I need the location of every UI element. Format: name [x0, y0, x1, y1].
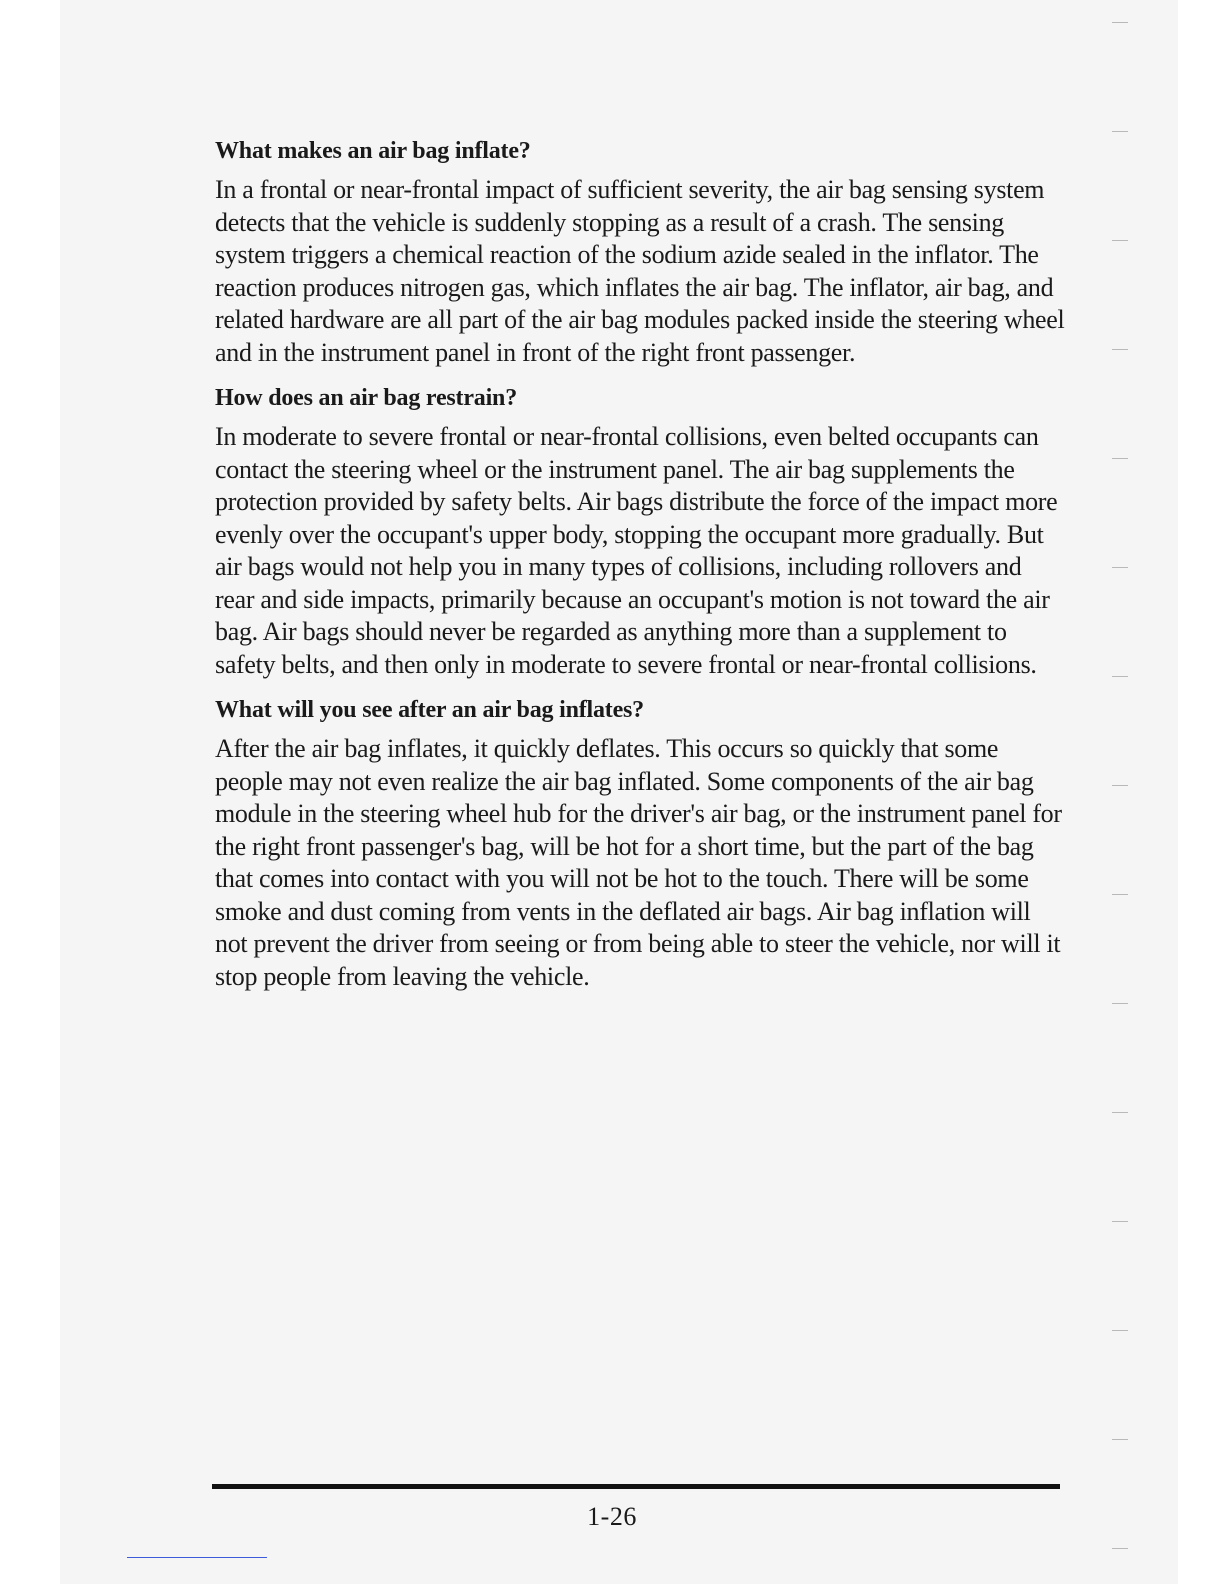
margin-tick: [1112, 1439, 1128, 1440]
margin-tick: [1112, 458, 1128, 459]
footer-rule: [212, 1484, 1060, 1489]
margin-tick: [1112, 1112, 1128, 1113]
margin-tick: [1112, 567, 1128, 568]
section-heading-restrain: How does an air bag restrain?: [215, 385, 517, 411]
main-content: [215, 136, 1065, 1007]
margin-tick: [1112, 240, 1128, 241]
section-heading-inflate: What makes an air bag inflate?: [215, 138, 531, 164]
page-number: 1-26: [587, 1502, 637, 1531]
section-body-after-inflation: After the air bag inflates, it quickly deflates. This occurs so quickly that some people may not even realize the air bag inflated. Some components of the air bag module in the steering wheel hub for the driver's air bag, or the instrument panel for the right front passenger's bag, will be hot for a short time, but the part of the bag that comes into contact with you will not be hot to the touch. There will be some smoke and dust coming from vents in the deflated air bags. Air bag inflation will not prevent the driver from seeing or from being able to steer the vehicle, nor will it stop people from leaving the vehicle.: [215, 734, 1062, 991]
margin-tick: [1112, 349, 1128, 350]
margin-tick: [1112, 1221, 1128, 1222]
margin-tick: [1112, 785, 1128, 786]
margin-tick: [1112, 1003, 1128, 1004]
section-body-restrain: In moderate to severe frontal or near-frontal collisions, even belted occupants can contact the steering wheel or the instrument panel. The air bag supplements the protection provided by safety belts. Air bags distribute the force of the impact more evenly over the occupant's upper body, stopping the occupant more gradually. But air bags would not help you in many types of collisions, including rollovers and rear and side impacts, primarily because an occupant's motion is not toward the air bag. Air bags should never be regarded as anything more than a supplement to safety belts, and then only in moderate to severe frontal or near-frontal collisions.: [215, 422, 1058, 679]
section-heading-after-inflation: What will you see after an air bag inflates?: [215, 697, 644, 723]
scan-edge-line: [127, 1557, 267, 1558]
margin-tick: [1112, 131, 1128, 132]
margin-tick: [1112, 894, 1128, 895]
margin-tick: [1112, 676, 1128, 677]
margin-tick: [1112, 1330, 1128, 1331]
margin-tick: [1112, 22, 1128, 23]
section-body-inflate: In a frontal or near-frontal impact of sufficient severity, the air bag sensing system detects that the vehicle is suddenly stopping as a result of a crash. The sensing system triggers a chemical reaction of the sodium azide sealed in the inflator. The reaction produces nitrogen gas, which inflates the air bag. The inflator, air bag, and related hardware are all part of the air bag modules packed inside the steering wheel and in the instrument panel in front of the right front passenger.: [215, 175, 1065, 367]
margin-tick: [1112, 1548, 1128, 1549]
